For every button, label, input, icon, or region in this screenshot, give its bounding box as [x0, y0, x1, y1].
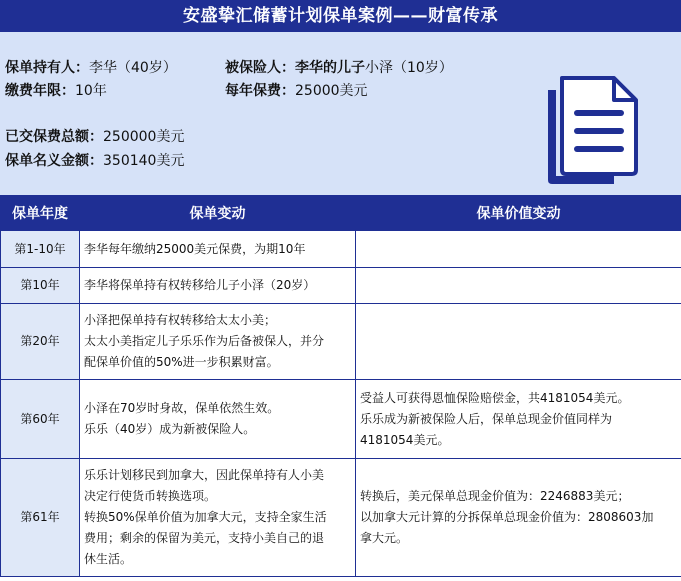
value-line: 4181054美元。	[360, 432, 450, 447]
insured-label: 被保险人：	[225, 60, 295, 76]
holder-label: 保单持有人：	[5, 60, 89, 76]
table-row	[1, 304, 681, 380]
table-row	[1, 268, 681, 304]
row-year: 第20年	[1, 304, 80, 380]
table-header-row	[1, 196, 681, 231]
insured-value-bold: 李华的儿子	[295, 60, 365, 76]
row-year: 第61年	[1, 459, 80, 577]
value-line: 拿大元。	[360, 531, 409, 545]
row-change	[80, 459, 356, 577]
document-icon	[544, 76, 640, 186]
sum-label: 保单名义金额：	[5, 153, 103, 169]
row-change	[80, 268, 356, 304]
row-year: 第10年	[1, 268, 80, 304]
table-row	[1, 380, 681, 459]
term-info	[5, 80, 107, 100]
change-line: 李华每年缴纳25000美元保费，为期10年	[84, 241, 306, 256]
paid-label: 已交保费总额：	[5, 129, 103, 145]
annual-label: 每年保费：	[225, 83, 295, 99]
row-change	[80, 380, 356, 459]
change-line: 决定行使货币转换选项。	[84, 489, 217, 503]
holder-info	[5, 57, 177, 77]
change-line: 费用；剩余的保留为美元，支持小美自己的退	[84, 531, 325, 545]
col-header-value: 保单价值变动	[356, 196, 681, 231]
col-header-year: 保单年度	[1, 196, 80, 231]
insured-value: 小泽（10岁）	[365, 60, 453, 76]
insured-info	[225, 57, 453, 77]
change-line: 李华将保单持有权转移给儿子小泽（20岁）	[84, 278, 316, 292]
value-line: 以加拿大元计算的分拆保单总现金价值为：2808603加	[360, 510, 654, 524]
page-title: 安盛挚汇储蓄计划保单案例——财富传承	[0, 0, 681, 32]
annual-premium-info	[225, 80, 368, 100]
value-line: 乐乐成为新被保险人后，保单总现金价值同样为	[360, 411, 613, 426]
sum-value: 350140美元	[103, 153, 185, 169]
term-value: 10年	[75, 83, 107, 99]
holder-value: 李华（40岁）	[89, 60, 177, 76]
change-line: 乐乐（40岁）成为新被保险人。	[84, 422, 256, 436]
change-line: 小泽把保单持有权转移给太太小美；	[84, 313, 277, 327]
row-value	[356, 459, 681, 577]
value-line: 转换后，美元保单总现金价值为：2246883美元；	[360, 489, 630, 503]
paid-value: 250000美元	[103, 129, 185, 145]
change-line: 休生活。	[84, 552, 133, 566]
col-header-change: 保单变动	[80, 196, 356, 231]
table-row	[1, 459, 681, 577]
row-change	[80, 231, 356, 268]
change-line: 配保单价值的50%进一步积累财富。	[84, 355, 279, 369]
term-label: 缴费年限：	[5, 83, 75, 99]
policy-summary	[0, 32, 681, 195]
annual-value: 25000美元	[295, 83, 368, 99]
row-year: 第60年	[1, 380, 80, 459]
table-row	[1, 231, 681, 268]
sum-info	[5, 150, 184, 170]
change-line: 小泽在70岁时身故，保单依然生效。	[84, 401, 280, 415]
change-line: 转换50%保单价值为加拿大元，支持全家生活	[84, 510, 327, 524]
row-change	[80, 304, 356, 380]
policy-timeline-table	[0, 195, 681, 577]
value-line: 受益人可获得恩恤保险赔偿金，共4181054美元。	[360, 390, 630, 405]
paid-info	[5, 126, 184, 146]
row-value	[356, 380, 681, 459]
row-year: 第1-10年	[1, 231, 80, 268]
change-line: 太太小美指定儿子乐乐作为后备被保人，并分	[84, 334, 325, 348]
row-value	[356, 304, 681, 380]
row-value	[356, 268, 681, 304]
row-value	[356, 231, 681, 268]
change-line: 乐乐计划移民到加拿大，因此保单持有人小美	[84, 468, 325, 482]
